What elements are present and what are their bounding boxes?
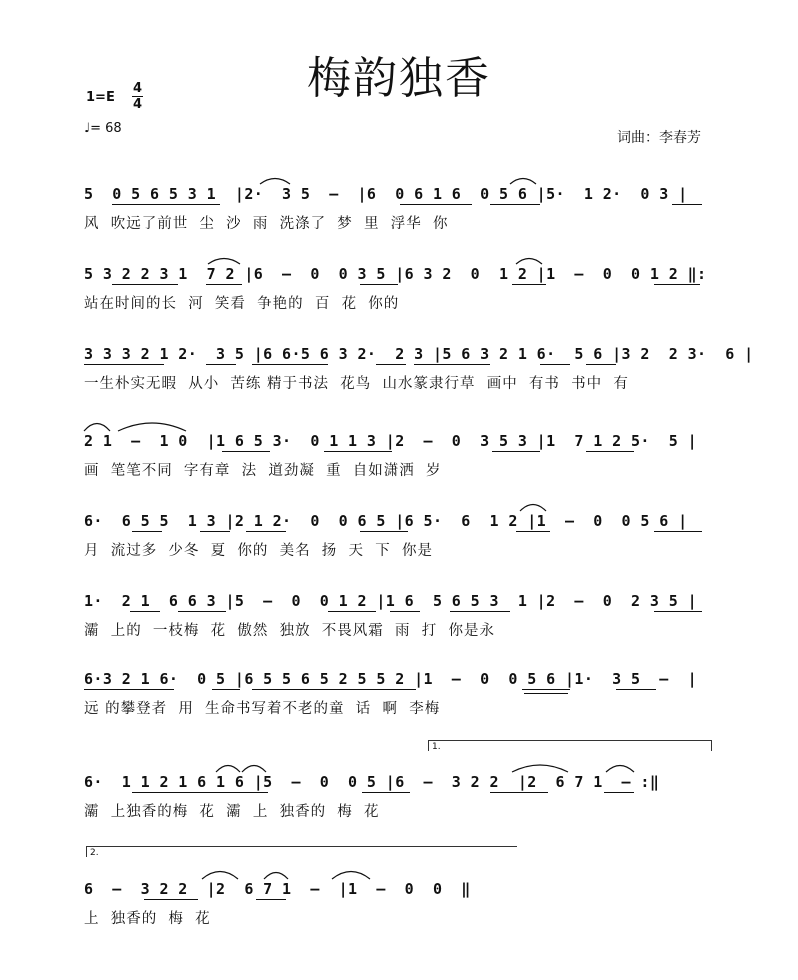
notation: 5 3 2 2 3 1 7 2 |6 – 0 0 3 5 |6 3 2 0 1 2 |1 – 0 0 1 2 ‖: — [84, 265, 707, 283]
notation: 6 – 3 2 2 |2 6 7 1 – |1 – 0 0 ‖ — [84, 880, 471, 898]
notation: 3 3 3 2 1 2· 3 5 |6 6·5 6 3 2· 2 3 |5 6 3 2 1 6· 5 6 |3 2 2 3· 6 | — [84, 345, 754, 363]
lyrics: 月 流过多 少冬 夏 你的 美名 扬 天 下 你是 — [84, 543, 433, 559]
notation: 6·3 2 1 6· 0 5 |6 5 5 6 5 2 5 5 2 |1 – 0 0 5 6 |1· 3 5 – | — [84, 670, 697, 688]
notation: 1· 2 1 6 6 3 |5 – 0 0 1 2 |1 6 5 6 5 3 1 |2 – 0 2 3 5 | — [84, 592, 697, 610]
lyrics: 画 笔笔不同 字有章 法 道劲凝 重 自如潇洒 岁 — [84, 463, 442, 479]
volta-1: 1. — [428, 740, 712, 751]
notation: 2 1 – 1 0 |1 6 5 3· 0 1 1 3 |2 – 0 3 5 3 |1 7 1 2 5· 5 | — [84, 432, 697, 450]
volta-2: 2. — [86, 846, 517, 857]
meter-top: 4 — [132, 81, 143, 96]
key-signature: 1=E — [86, 90, 115, 105]
lyrics: 灞 上独香的梅 花 灞 上 独香的 梅 花 — [84, 804, 380, 820]
page-title: 梅韵独香 — [307, 53, 491, 104]
lyrics: 站在时间的长 河 笑看 争艳的 百 花 你的 — [84, 296, 400, 312]
score-line-9 — [0, 880, 798, 980]
lyrics: 上 独香的 梅 花 — [84, 911, 211, 927]
tempo-marking: ♩= 68 — [84, 121, 122, 136]
time-signature — [132, 81, 143, 112]
lyrics: 远 的攀登者 用 生命书写着不老的童 话 啊 李梅 — [84, 701, 441, 717]
lyrics: 风 吹远了前世 尘 沙 雨 洗涤了 梦 里 浮华 你 — [84, 216, 449, 232]
score-line-7 — [0, 670, 798, 770]
notation: 6· 1 1 2 1 6 1 6 |5 – 0 0 5 |6 – 3 2 2 |2 6 7 1 – :‖ — [84, 773, 660, 791]
meter-bottom: 4 — [132, 97, 143, 112]
lyricist-credit: 词曲：李春芳 — [617, 130, 701, 146]
notation: 6· 6 5 5 1 3 |2 1 2· 0 0 6 5 |6 5· 6 1 2 |1 – 0 0 5 6 | — [84, 512, 688, 530]
lyrics: 灞 上的 一枝梅 花 傲然 独放 不畏风霜 雨 打 你是永 — [84, 623, 495, 639]
score-line-8 — [0, 773, 798, 873]
notation: 5 0 5 6 5 3 1 |2· 3 5 – |6 0 6 1 6 0 5 6 |5· 1 2· 0 3 | — [84, 185, 688, 203]
lyrics: 一生朴实无暇 从小 苦练 精于书法 花鸟 山水篆隶行草 画中 有书 书中 有 — [84, 376, 629, 392]
